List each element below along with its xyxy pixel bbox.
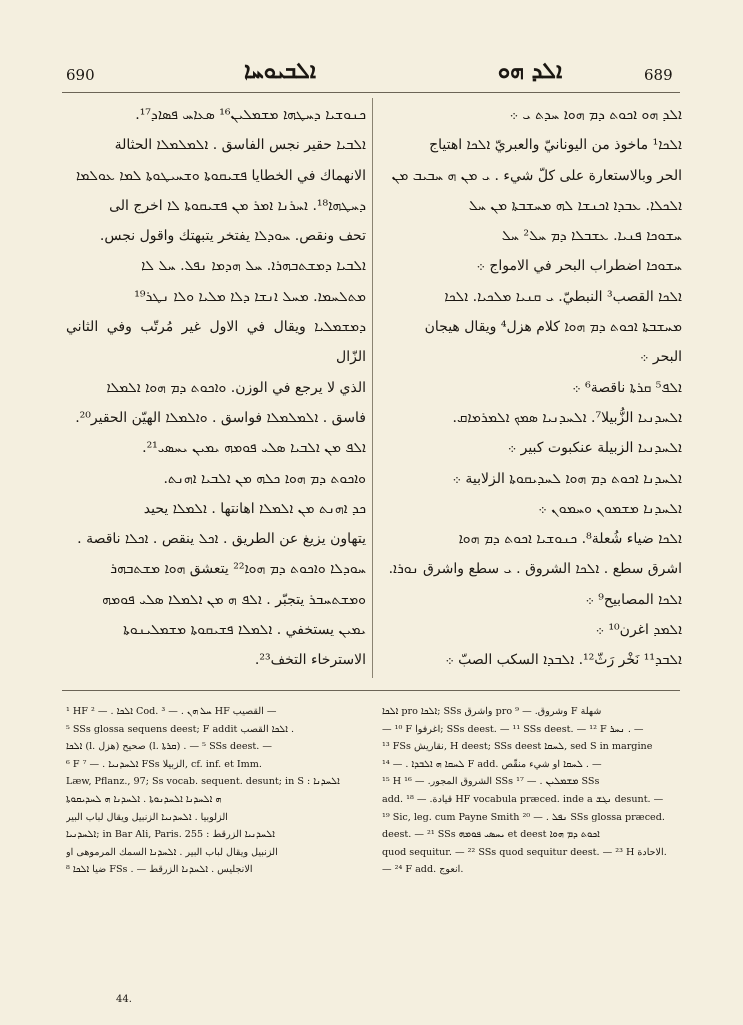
right-running-head: ܐܠܕ ܗܘ <box>497 58 563 84</box>
text-line: ܟܕ ܐܗܢܬ ܡܢ ܐܠܡܠܐ اهانتها . ܐܠܡܠܐ يحيد <box>143 500 366 517</box>
text-line: ܐܠܚܕܢܐ ܐܟܘܬ ܕܡ ܗܘܐ ܠܚܕܝܩܘܬܐ الزلابية ܀ <box>452 470 682 487</box>
footnote-line: — ¹⁰ F اغرفوا; SSs deest. — ¹¹ SSs deest. — ¹² F ܢܚܪ . — <box>382 723 644 735</box>
footnote-line: ¹⁵ H الشروق المجور. — ¹⁶ SSs ܡܫܡܠܝܢ . — ¹⁷ SSs <box>382 776 600 788</box>
text-line: ܕܚܛܗܐ¹⁸. ܐܚܪܢܐ ܐܡܪ ܡܢ ܦܫܝܩܘܬܐ ܠܐ اخرج الى <box>109 197 366 214</box>
left-running-head: ܐܠܒܝܘܚܐ <box>244 58 316 84</box>
text-line: ܐܠܟܠܐ. ܥܒܕܐ ܐܟܢܫܐ ܠܗ ܡܚܫܒܬܐ ܡܢ ܚܠ <box>468 197 682 214</box>
right-column <box>382 100 682 675</box>
footnote-line: ¹⁹ Sic, leg. cum Payne Smith ܢܦܠ . — ²⁰ SSs glossa præced. <box>382 811 665 823</box>
text-line: الانهماك ﻓﻲ الخطايا ܦܫܝܩܘܬܐ ܘܫܚܝܛܘܬܐ ܠܡܐ ܥܘܠܡܐ <box>75 167 366 184</box>
footnote-line: quod sequitur. — ²² SSs quod sequitur deest. — ²³ H الاحادة. <box>382 846 667 858</box>
column-divider <box>372 98 373 678</box>
text-line: ܚܫܘܟܐ ܦܢܝܐ. ܥܫܒܠܐ ܕܡ ܚܠ² ܚܠ <box>501 228 682 245</box>
footnote-line: ܠܚܩܐ ܗ ܐܠܒܕܐ . — ¹⁴ F add. ܠܚܩܐ او شيء منقّص . — <box>382 758 602 770</box>
footnote-line: ܗ ܐܠܚܕܢܐ ܐܠܚܕܢܘܬܐ . ܐܠܚܕܢܐ ܗ ܠܚܕܝܩܘܬܐ <box>66 793 222 805</box>
footnote-line: Læw, Pflanz., 97; Ss vocab. sequent. desunt; in S : ܐܠܚܕܢܐ <box>66 776 340 788</box>
text-line: ܐܠܟܐ المصابيح⁹ ܀ <box>585 591 682 608</box>
footnote-line: — ²⁴ F add. انعوج. <box>382 864 464 876</box>
text-line: ܚܘܕܠܐ ܘܐܟܘܬ ܕܡ ܗܘܐ²² يتعشق ܗܘܐ ܡܫܬܒܗܪ <box>110 561 366 578</box>
text-line: ܐܠܒܝܐ ܕܡܫܬܒܗܪܐ. ܚܠ ܗܕܡܐ ܢܦܠ. ܚܠ ܠܐ <box>141 258 366 275</box>
footnote-line: deest. — ²¹ SSs ܝܚܣܝ ܦܘܡܗ et deest ܐܟܘܬ ܕܡ ܗܘܐ <box>382 829 600 841</box>
text-line: ܐܠܦ⁵ ܩܪܬܐ ناقصة⁶ ܀ <box>572 379 682 396</box>
left-column <box>66 100 366 670</box>
text-line: ܘܡܫܬܚܒܪ يتجبّر . ܐܠܦ ܗ ܡܢ ܐܠܡܠܐ ܣܠܝ ܦܘܡܗ <box>102 591 366 608</box>
text-line: ܐܠܕ ܗܘ ܐܟܘܬ ܕܡ ܗܘܐ ܚܕܬ ܝ ܀ <box>509 107 682 123</box>
text-line: ܟܢܘܫܝܐ ܕܚܛܗܐ ܡܫܡܠܝܢ¹⁶ ܣܥܐܚ ܦܣܐܕ¹⁷. <box>135 107 366 123</box>
signature-mark: 44. <box>116 994 132 1005</box>
footnote-line: ضيا ܐܠܟܐ ⁸ FSs . — الانجليس . ܐܠܚܕܢܐ الزرقط <box>66 864 253 876</box>
text-line: ܐܠܡܕ اغرن¹⁰ ܀ <box>595 622 682 639</box>
text-line: الحر وبالاستعارة على كلّ شيء . ܝ ܡܢ ܗ ܚܒܝܒ ܡܢ <box>391 167 682 184</box>
footnote-line: add. قيادة. — ¹⁸ HF vocabula præced. inde a ܢܓܫ desunt. — <box>382 793 664 805</box>
text-line: ܐܠܚܕܢܝܐ الزبيلة عنكبوت كبير ܀ <box>507 440 682 457</box>
text-line: ܐܠܦ ܡܢ ܐܠܒܝܐ ܣܠܝ ܦܘܡܗ ܝܡܝܢ ܝܚܣܝ²¹. <box>142 440 366 457</box>
footnotes-left <box>66 703 366 1003</box>
text-line: ܐܠܟܐ¹ ماخوذ من اليونانيّ والعبريّ ܐܠܟܐ اهتياج <box>429 137 682 154</box>
footnote-line: ¹³ FSs نقاريش, H deest; SSs deest ܠܚܩܐ, sed S in margine <box>382 741 653 753</box>
text-line: ܘܐܟܘܬ ܕܡ ܗܘܐ ܟܠܗ ܡܢ ܐܠܒܝܐ ܐܗܢܬ. <box>163 470 366 487</box>
footnote-line: ⁵ SSs glossa sequens deest; F addit ܐܠܟܐ القصب . <box>66 723 295 735</box>
text-line: ܡܬܠܚܡܐ. ܡܚܠ ܐܢܫܐ ܕܠܐ ܡܠܝܐ ܘܠܐ ܢܛܪ¹⁹ <box>134 288 366 305</box>
text-line: الذي لا يرجع ﻓﻲ الوزن. ܘܐܟܘܬ ܕܡ ܗܘܐ ܐܠܡܠܐ <box>106 379 366 396</box>
text-line: فاسق . ܐܠܡܠܡܠܐ فواسق . ܘܐܠܡܠܐ الهيّن الحقير²⁰. <box>75 409 366 426</box>
text-line: البحر ܀ <box>640 349 682 366</box>
text-line: ܐܠܚܕܢܝܐ الزُّبيلا⁷. ܐܠܚܕܢܝܐ ܣܡܟ ܐܠܡܪܡܐܩ. <box>452 409 682 426</box>
text-line: ܝܡܝܢ يستخفي . ܐܠܡܠܐ ܦܫܝܩܘܬܐ ܡܫܡܠܝܢܘܬܐ <box>123 622 366 639</box>
footnote-line: ܐܠܟܐ (l. هزل) صحيح (l. ܩܪܬܐ) . — ⁵ SSs deest. — <box>66 741 272 753</box>
footnote-rule <box>62 690 680 691</box>
text-line: ܐܠܟܐ القصب³ النبطيّ. ܝ ܩܢܝܐ ܡܠܟܝܐ. ܐܠܟܐ <box>444 288 682 305</box>
text-line: الاسترخاء التخف²³. <box>254 652 366 669</box>
text-line: ܐܠܚܕܢܐ ܡܫܡܘܢ ܘܚܡܘܢ ܀ <box>538 500 682 517</box>
text-line: ܕܡܫܡܠܝܐ ويقال ﻓﻲ الاول غير مُرتّب وﻓﻲ الثاني الزّال <box>66 319 366 366</box>
text-line: ܐܠܟܐ ضياء شُعلة⁸. ܟܢܘܫܝܐ ܐܟܘܬ ܕܡ ܗܘܐ <box>458 531 682 548</box>
footnotes-right <box>382 703 682 943</box>
text-line: تحف ونقص. ܚܘܕܠܐ يفتخر يتبهتك واقول نجس. <box>99 228 366 245</box>
text-line: ܐܠܒܕ¹¹ نَخْر رَثّ¹². ܐܠܒܕܐ السكب الصبّ ܀ <box>445 652 682 669</box>
header-rule <box>62 92 680 93</box>
text-line: ܐܠܒܝܐ حقير نجس الفاسق . ܐܠܡܠܡܠܐ الحثالة <box>114 137 366 154</box>
footnote-line: الزنبيل ويقال لباب البير . ܐܠܚܕܢܐ السمك المرموهى او <box>66 846 278 858</box>
right-page-number: 689 <box>644 66 673 84</box>
text-line: ܚܫܘܟܐ اضطراب البحر ﻓﻲ الامواج ܀ <box>476 258 682 275</box>
footnote-line: ܐܠܟܐ pro ܐܠܟܐ; SSs واشرق pro وشروق. — ⁹ F شهلة <box>382 706 602 717</box>
footnote-line: ¹ HF ܐܠܟܐ . — ² Cod. ܚܠ ܗܢ . — ³ HF القصيب — <box>66 706 277 717</box>
left-page-number: 690 <box>66 66 95 84</box>
footnote-line: الزلوبيا . ܐܠܚܕܢܝܐ الزنبيل ويقال لباب البير <box>66 811 228 823</box>
footnote-line: ܐܠܚܕܢܝܐ; in Bar Ali, Paris. 255 : ܐܠܚܕܢܝܐ الزرقط <box>66 829 275 841</box>
footnote-line: ⁶ F ܐܠܚܕܢܝܐ . — ⁷ FSs الزبيلا, cf. inf. et Imm. <box>66 758 262 770</box>
text-line: اشرق سطع . ܐܠܟܐ الشروق . ܝ سطع واشرق ܢܘܪܐ. <box>388 561 682 578</box>
text-line: ܡܚܫܒܬܐ ܐܟܘܬ ܕܡ ܗܘܐ كلام هزل⁴ ويقال هيجان <box>424 319 682 336</box>
text-line: يتهاون يزيغ عن الطريق . ܐܟܠ ينقص . ܐܟܠܐ ناقصة . <box>77 531 366 548</box>
